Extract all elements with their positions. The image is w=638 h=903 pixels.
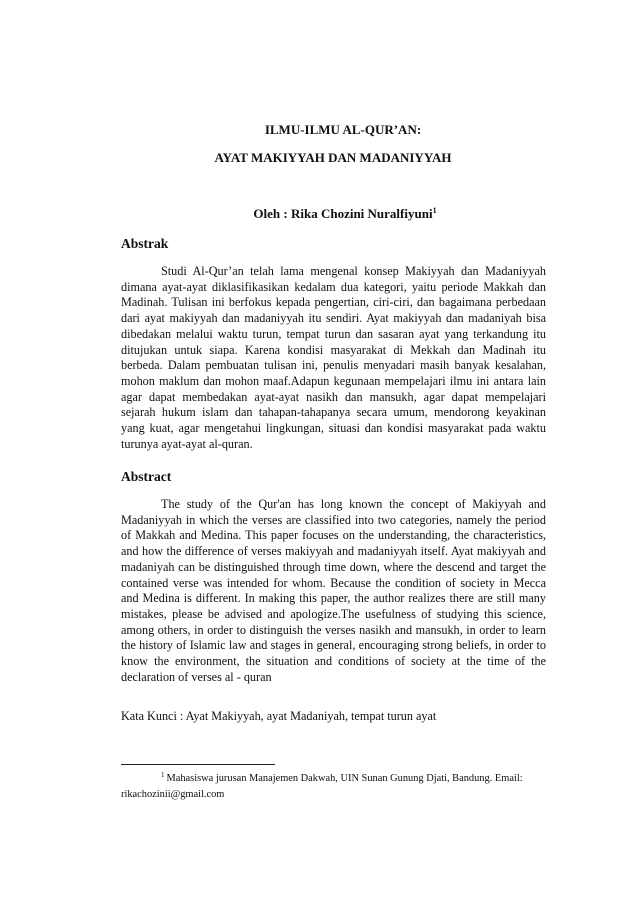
- abstract-heading: Abstract: [121, 469, 172, 484]
- footnote-mark: 1: [161, 771, 165, 779]
- abstrak-paragraph: Studi Al-Qur’an telah lama mengenal konsep Makiyyah dan Madaniyyah dimana ayat-ayat diklasifikasikan kedalam dua kategori, yaitu periode Makkah dan Madinah. Tulisan ini berfokus kepada pengertian, ciri-ciri, dan bagaimana perbedaan dari ayat makiyyah dan madaniyyah itu sendiri. Ayat makiyyah dan madaniyah bisa dibedakan melalui waktu turun, tempat turun dan sasaran ayat yang terkandung itu ditujukan untuk siapa. Karena kondisi masyarakat di Mekkah dan Madinah itu berbeda. Dalam pembuatan tulisan ini, penulis menyadari masih banyak kesalahan, mohon maklum dan mohon maaf.Adapun kegunaan mempelajari ilmu ini antara lain agar dapat membedakan ayat-ayat nasikh dan mansukh, agar dapat mempelajari sejarah hukum islam dan tahapan-tahapanya secara umum, mendorong keyakinan yang kuat, agar mengetahui lingkungan, situasi dan kondisi masyarakat pada waktu turunya ayat-ayat al-quran.: [121, 264, 546, 451]
- author-line: [26, 206, 638, 222]
- abstrak-heading: Abstrak: [121, 236, 169, 251]
- author-footnote-mark: 1: [432, 206, 437, 215]
- footnote-line-1: [121, 771, 551, 787]
- title-line-1: ILMU-ILMU AL-QUR’AN:: [264, 122, 422, 137]
- footnote-affiliation: Mahasiswa jurusan Manajemen Dakwah, UIN Sunan Gunung Djati, Bandung. Email:: [166, 773, 523, 784]
- author-name: Oleh : Rika Chozini Nuralfiyuni: [253, 206, 433, 221]
- title-line-2: AYAT MAKIYYAH DAN MADANIYYAH: [214, 150, 452, 165]
- footnote-email: rikachozinii@gmail.com: [121, 789, 225, 800]
- footnote-divider: [121, 764, 275, 765]
- footnote: [121, 771, 551, 803]
- keywords-line: Kata Kunci : Ayat Makiyyah, ayat Madaniyah, tempat turun ayat: [121, 709, 437, 723]
- abstract-paragraph: The study of the Qur'an has long known the concept of Makiyyah and Madaniyyah in which the verses are classified into two categories, namely the period of Makkah and Medina. This paper focuses on the understanding, the characteristics, and how the difference of verses makiyyah and madaniyyah itself. Ayat makiyyah and madaniyah can be distinguished through time down, where the descend and target the contained verse was intended for whom. Because the condition of society in Mecca and Medina is different. In making this paper, the author realizes there are still many mistakes, please be advised and apologize.The usefulness of studying this science, among others, in order to distinguish the verses nasikh and mansukh, in order to learn the history of Islamic law and stages in general, encouraging strong beliefs, in order to know the environment, the situation and conditions of society at the time of the declaration of verses al - quran: [121, 497, 546, 684]
